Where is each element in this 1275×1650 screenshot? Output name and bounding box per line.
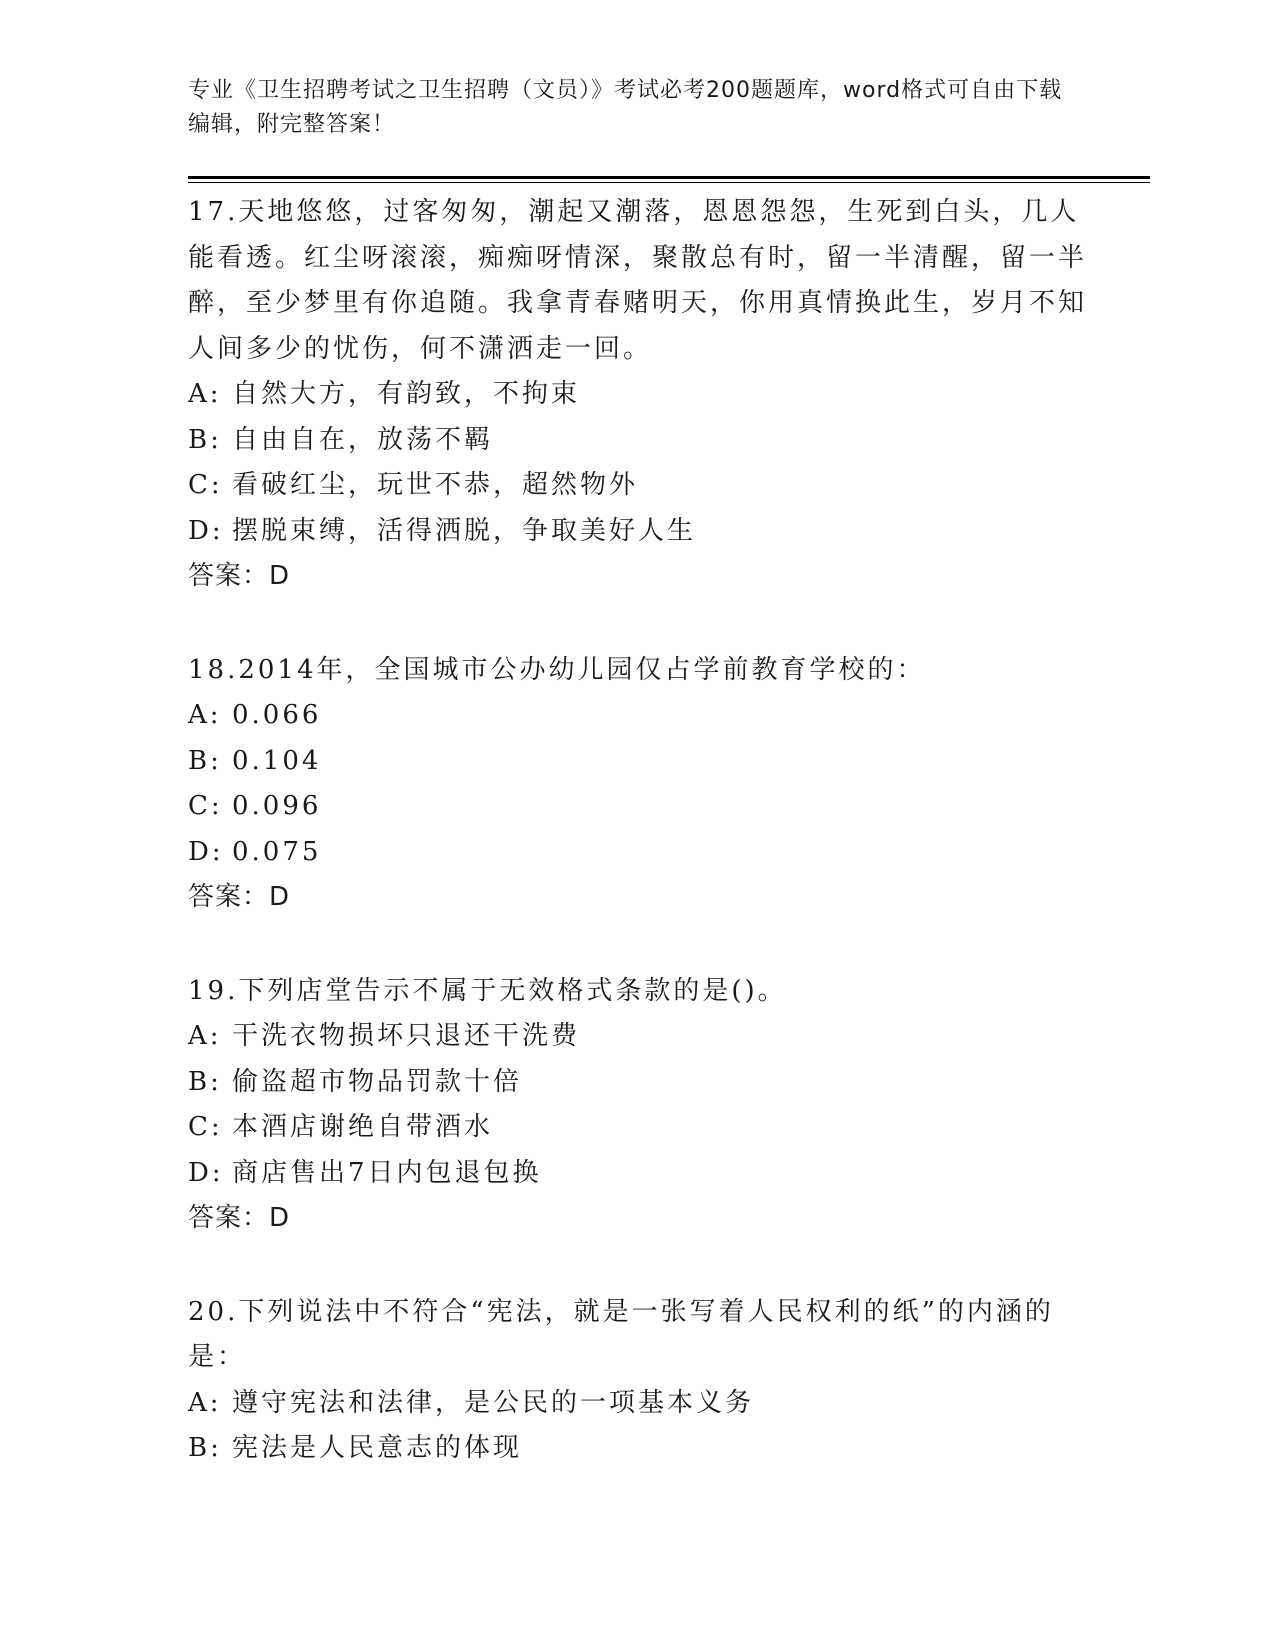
option-text: 本酒店谢绝自带酒水: [232, 1112, 494, 1142]
option-key: C:: [188, 1112, 223, 1142]
option-c: [188, 784, 1088, 830]
option-b: [188, 1060, 1088, 1106]
option-d: [188, 509, 1088, 555]
question-19: [188, 969, 1088, 1242]
option-key: A:: [188, 700, 222, 730]
option-text: 0.096: [232, 791, 322, 821]
question-17: [188, 190, 1088, 600]
question-stem: 18.2014年，全国城市公办幼儿园仅占学前教育学校的：: [188, 654, 926, 685]
question-stem: 20.下列说法中不符合“宪法，就是一张写着人民权利的纸”的内涵的是：: [188, 1296, 1054, 1372]
option-d: [188, 830, 1088, 876]
option-text: 摆脱束缚，活得洒脱，争取美好人生: [232, 515, 697, 546]
option-b: [188, 418, 1088, 464]
option-c: [188, 1105, 1088, 1151]
question-list: [188, 190, 1088, 1520]
option-text: 干洗衣物损坏只退还干洗费: [232, 1021, 581, 1051]
question-20: [188, 1290, 1088, 1472]
option-text: 自由自在，放荡不羁: [232, 424, 494, 455]
option-key: D:: [188, 1157, 224, 1188]
option-d: [188, 1151, 1088, 1197]
header-divider-thin: [188, 182, 1150, 183]
option-key: B:: [188, 1066, 222, 1097]
header-divider-thick: [188, 176, 1150, 179]
option-key: D:: [188, 836, 224, 867]
option-text: 宪法是人民意志的体现: [232, 1433, 523, 1463]
option-a: [188, 1014, 1088, 1060]
option-a: [188, 372, 1088, 418]
question-18: [188, 648, 1088, 921]
option-key: A:: [188, 1021, 222, 1051]
option-key: C:: [188, 791, 223, 821]
option-b: [188, 1426, 1088, 1472]
option-key: B:: [188, 745, 222, 776]
option-key: A:: [188, 1387, 222, 1418]
option-text: 自然大方，有韵致，不拘束: [232, 379, 581, 409]
option-key: B:: [188, 424, 222, 455]
question-stem: 17.天地悠悠，过客匆匆，潮起又潮落，恩恩怨怨，生死到白头，几人能看透。红尘呀滚滚，痴痴呀情深，聚散总有时，留一半清醒，留一半醉，至少梦里有你追随。我拿青春赌明天，你用真情换此生，岁月不知人间多少的忧伤，何不潇洒走一回。: [188, 197, 1088, 364]
option-text: 商店售出7日内包退包换: [232, 1157, 542, 1188]
option-text: 0.104: [232, 745, 322, 776]
option-a: [188, 693, 1088, 739]
option-b: [188, 739, 1088, 785]
option-text: 0.075: [232, 836, 322, 867]
option-key: D:: [188, 515, 224, 546]
question-stem: 19.下列店堂告示不属于无效格式条款的是()。: [188, 975, 787, 1006]
option-key: A:: [188, 379, 222, 409]
option-key: B:: [188, 1433, 222, 1463]
option-text: 0.066: [232, 700, 322, 730]
option-text: 看破红尘，玩世不恭，超然物外: [232, 470, 639, 500]
document-header: 专业《卫生招聘考试之卫生招聘（文员）》考试必考200题题库，word格式可自由下载编辑，附完整答案！: [188, 78, 1063, 137]
answer-line: 答案：D: [188, 1203, 291, 1233]
option-c: [188, 463, 1088, 509]
option-text: 遵守宪法和法律，是公民的一项基本义务: [232, 1387, 755, 1418]
option-text: 偷盗超市物品罚款十倍: [232, 1066, 523, 1097]
answer-line: 答案：D: [188, 882, 291, 912]
option-key: C:: [188, 470, 223, 500]
answer-line: 答案：D: [188, 561, 291, 591]
option-a: [188, 1381, 1088, 1427]
